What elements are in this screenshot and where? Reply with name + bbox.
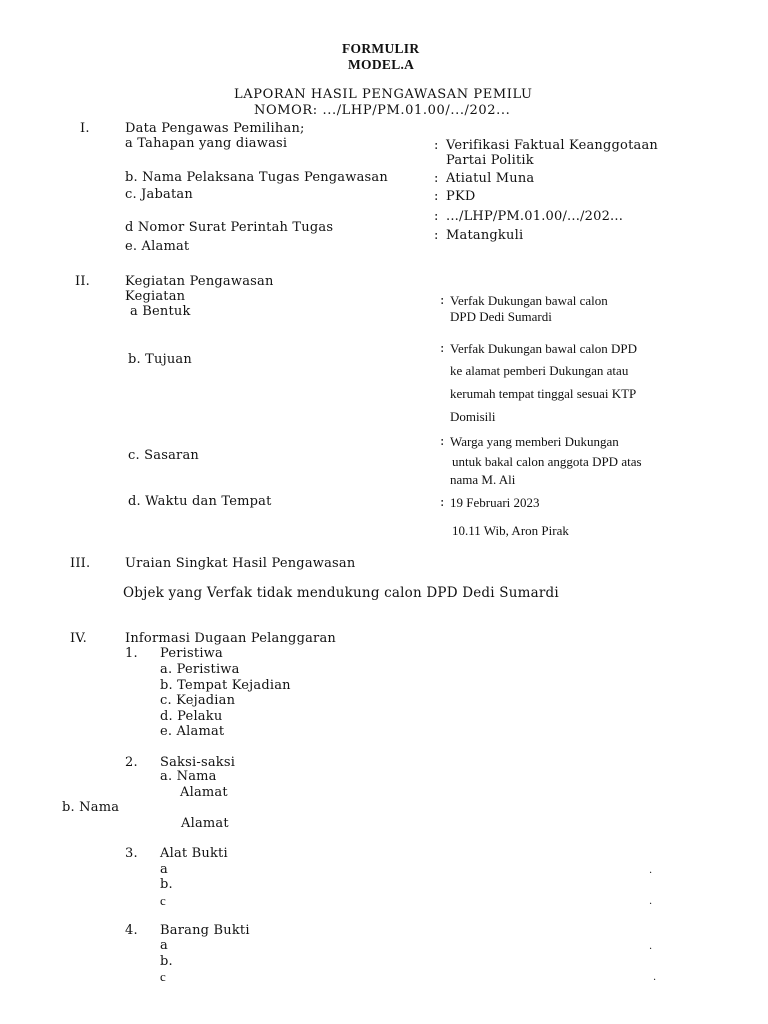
saksi-title: Saksi-saksi	[160, 755, 236, 770]
field-label-jabatan: c. Jabatan	[125, 187, 193, 202]
field-value-tahapan: Verifikasi Faktual Keanggotaan	[446, 138, 658, 153]
activity-value-sasaran-line2: untuk bakal calon anggota DPD atas	[452, 454, 642, 469]
model-label: MODEL.A	[348, 57, 415, 72]
activity-value-tempat: 10.11 Wib, Aron Pirak	[452, 523, 569, 538]
activity-value-tujuan: Verfak Dukungan bawal calon DPD	[450, 341, 638, 356]
alat-bukti-item: c	[160, 893, 166, 908]
barang-bukti-number: 4.	[125, 923, 138, 938]
activity-value-waktu: 19 Februari 2023	[450, 495, 540, 510]
section-1-title: Data Pengawas Pemilihan;	[125, 121, 305, 136]
section-3-body: Objek yang Verfak tidak mendukung calon DPD Dedi Sumardi	[123, 585, 559, 601]
form-label: FORMULIR	[342, 41, 420, 56]
field-colon: :	[434, 228, 439, 243]
peristiwa-item: a. Peristiwa	[160, 662, 240, 677]
alat-bukti-number: 3.	[125, 846, 138, 861]
alat-bukti-dot: .	[649, 865, 653, 876]
field-label-alamat: e. Alamat	[125, 239, 190, 254]
barang-bukti-title: Barang Bukti	[160, 923, 250, 938]
field-colon: :	[440, 293, 445, 308]
saksi-a-nama: a. Nama	[160, 769, 217, 784]
field-colon: :	[440, 495, 445, 510]
section-2-title: Kegiatan Pengawasan	[125, 274, 274, 289]
field-value-alamat: Matangkuli	[446, 228, 524, 243]
peristiwa-title: Peristiwa	[160, 646, 223, 661]
section-1-number: I.	[80, 121, 90, 136]
section-4-title: Informasi Dugaan Pelanggaran	[125, 631, 336, 646]
activity-label-bentuk: a Bentuk	[130, 304, 191, 319]
peristiwa-number: 1.	[125, 646, 138, 661]
alat-bukti-dot: .	[649, 896, 653, 907]
saksi-a-alamat: Alamat	[180, 785, 228, 800]
field-label-nomor-surat: d Nomor Surat Perintah Tugas	[125, 220, 334, 235]
activity-value-bentuk: Verfak Dukungan bawal calon	[450, 293, 608, 308]
activity-value-tujuan-line2: ke alamat pemberi Dukungan atau	[450, 363, 629, 378]
field-colon: :	[434, 138, 439, 153]
section-2-subtitle: Kegiatan	[125, 289, 186, 304]
field-value-tahapan-cont: Partai Politik	[446, 153, 534, 168]
activity-value-sasaran: Warga yang memberi Dukungan	[450, 434, 619, 449]
peristiwa-item: d. Pelaku	[160, 709, 223, 724]
field-colon: :	[434, 209, 439, 224]
barang-bukti-dot: .	[649, 941, 653, 952]
saksi-number: 2.	[125, 755, 138, 770]
activity-value-tujuan-line4: Domisili	[450, 409, 496, 424]
barang-bukti-item: b.	[160, 954, 173, 969]
field-value-nomor-surat: .../LHP/PM.01.00/.../202...	[446, 209, 624, 224]
peristiwa-item: b. Tempat Kejadian	[160, 678, 291, 693]
activity-value-bentuk-cont: DPD Dedi Sumardi	[450, 309, 552, 324]
field-label-nama: b. Nama Pelaksana Tugas Pengawasan	[125, 170, 388, 185]
report-title: LAPORAN HASIL PENGAWASAN PEMILU	[234, 87, 533, 102]
field-colon: :	[434, 189, 439, 204]
alat-bukti-item: b.	[160, 877, 173, 892]
activity-label-waktu: d. Waktu dan Tempat	[128, 494, 272, 509]
peristiwa-item: c. Kejadian	[160, 693, 236, 708]
section-2-number: II.	[75, 274, 91, 289]
activity-value-sasaran-line3: nama M. Ali	[450, 472, 516, 487]
saksi-b-alamat: Alamat	[181, 816, 229, 831]
field-colon: :	[440, 341, 445, 356]
peristiwa-item: e. Alamat	[160, 724, 225, 739]
saksi-b-nama: b. Nama	[62, 800, 120, 815]
field-label-tahapan: a Tahapan yang diawasi	[125, 136, 288, 151]
section-3-title: Uraian Singkat Hasil Pengawasan	[125, 556, 356, 571]
alat-bukti-title: Alat Bukti	[160, 846, 228, 861]
barang-bukti-item: a	[160, 938, 168, 953]
barang-bukti-item: c	[160, 969, 166, 984]
section-3-number: III.	[70, 556, 91, 571]
field-colon: :	[434, 171, 439, 186]
field-colon: :	[440, 434, 445, 449]
report-number: NOMOR: .../LHP/PM.01.00/.../202...	[254, 103, 511, 118]
field-value-nama: Atiatul Muna	[446, 171, 535, 186]
field-value-jabatan: PKD	[446, 189, 476, 204]
alat-bukti-item: a	[160, 862, 168, 877]
barang-bukti-dot: .	[653, 972, 657, 983]
section-4-number: IV.	[70, 631, 87, 646]
activity-label-sasaran: c. Sasaran	[128, 448, 199, 463]
activity-value-tujuan-line3: kerumah tempat tinggal sesuai KTP	[450, 386, 637, 401]
activity-label-tujuan: b. Tujuan	[128, 352, 192, 367]
